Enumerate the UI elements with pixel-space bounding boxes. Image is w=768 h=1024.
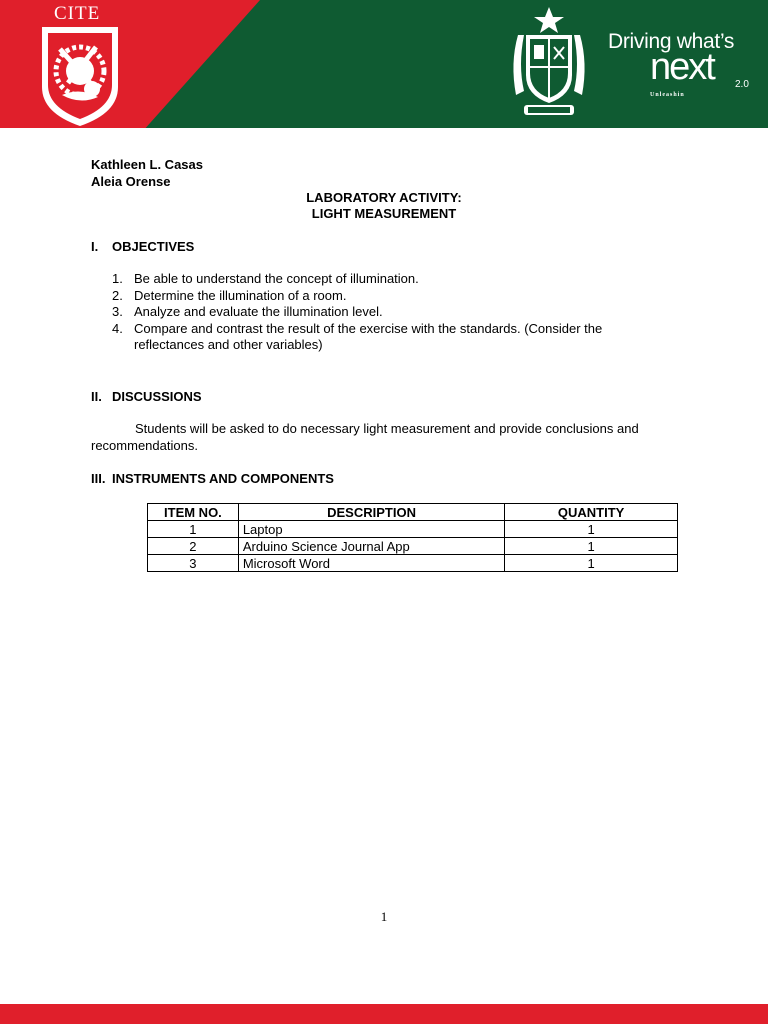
section-heading-objectives [91,239,194,254]
list-number: 4. [112,320,123,336]
author-name: Kathleen L. Casas [91,157,203,172]
discussion-paragraph: Students will be asked to do necessary light measurement and provide conclusions and recommendations. [91,421,639,453]
list-item [112,288,672,305]
red-wedge [0,0,260,128]
table-cell: Microsoft Word [238,555,504,572]
document-title: LABORATORY ACTIVITY: [306,190,462,205]
brand-version: 2.0 [735,79,749,90]
column-header-item-no: ITEM NO. [148,504,239,521]
section-heading-discussions [91,389,202,404]
section-title: DISCUSSIONS [112,389,202,404]
section-title: INSTRUMENTS AND COMPONENTS [112,471,334,486]
unleash-text: Unleashin [650,92,685,98]
list-text: Analyze and evaluate the illumination level. [134,304,383,319]
column-header-description: DESCRIPTION [238,504,504,521]
section-title: OBJECTIVES [112,239,195,254]
list-text: Compare and contrast the result of the exercise with the standards. (Consider the reflectances and other variables) [134,320,603,352]
table-row [148,521,678,538]
table-row [148,555,678,572]
table-cell: 1 [505,538,678,555]
table-row [148,538,678,555]
list-number: 1. [112,271,123,286]
list-item [112,321,672,354]
header-banner [0,0,768,128]
objectives-list [112,271,672,354]
table-cell: 2 [148,538,239,555]
brand-wordmark: next [650,46,714,88]
footer-bar [0,1004,768,1024]
list-item [112,304,672,321]
list-number: 2. [112,287,123,303]
list-text: Be able to understand the concept of illumination. [134,271,419,286]
section-number: I. [91,239,99,254]
table-cell: 1 [505,555,678,572]
document-subtitle: LIGHT MEASUREMENT [311,206,457,221]
section-number: II. [91,389,102,404]
instruments-table [147,503,678,572]
cite-shield-logo-icon [40,25,120,128]
column-header-quantity: QUANTITY [505,504,678,521]
page-number: 1 [380,909,388,924]
university-crest-icon [510,5,588,123]
tagline: Driving what’s [608,30,735,53]
table-cell: 3 [148,555,239,572]
list-text: Determine the illumination of a room. [134,287,347,303]
table-cell: 1 [505,521,678,538]
table-cell: Laptop [238,521,504,538]
section-heading-instruments [91,471,334,486]
section-number: III. [91,471,106,486]
table-header-row [148,504,678,521]
author-name: Aleia Orense [91,174,171,189]
list-item [112,271,672,288]
cite-label: CITE [54,3,101,24]
list-number: 3. [112,304,123,319]
table-cell: Arduino Science Journal App [238,538,504,555]
table-cell: 1 [148,521,239,538]
